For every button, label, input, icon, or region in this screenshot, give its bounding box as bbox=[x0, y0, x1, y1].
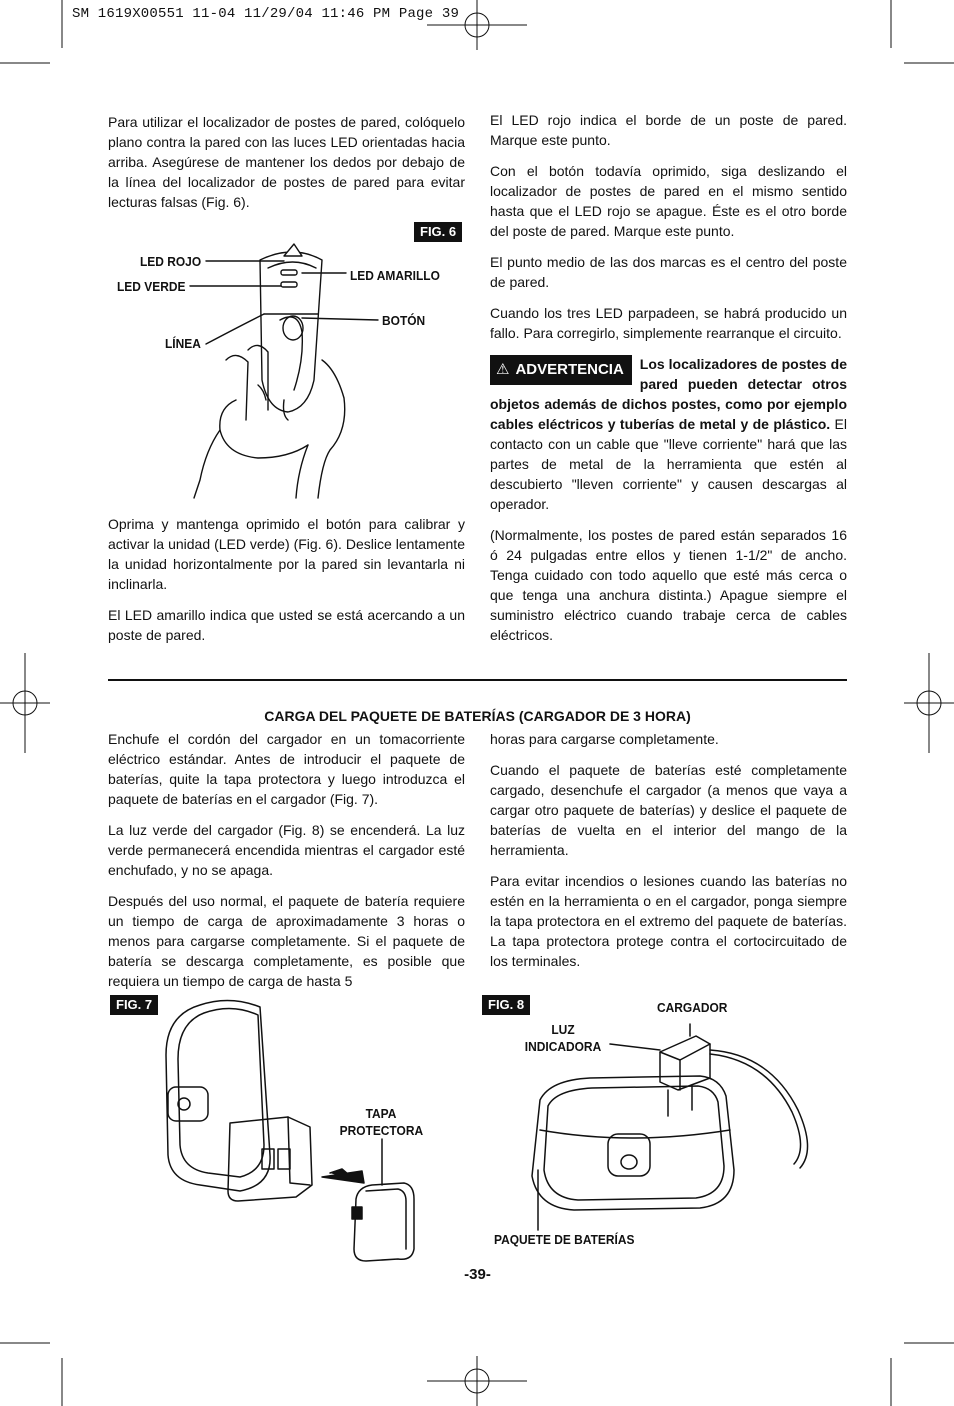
paragraph: Cuando el paquete de baterías esté completamente cargado, desenchufe el cargador (a menos que vaya a cargar otro paquete de baterías) y deslice el paquete de baterías de vuelta en el interior del mango de la herramienta. bbox=[490, 762, 847, 858]
paragraph: Para evitar incendios o lesiones cuando las baterías no estén en la herramienta o en el cargador, ponga siempre la tapa protectora en el extremo del paquete de baterías. La tapa protectora protege contra el cortocircuitado de los terminales. bbox=[490, 873, 847, 969]
warning-label: ADVERTENCIA bbox=[515, 361, 624, 378]
warning-badge bbox=[490, 355, 632, 385]
paragraph: horas para cargarse completamente. bbox=[490, 731, 719, 747]
paragraph: La luz verde del cargador (Fig. 8) se encenderá. La luz verde permanecerá encendida mientras el cargador esté enchufado, y no se apaga. bbox=[108, 822, 465, 878]
label-led-verde: LED VERDE bbox=[117, 279, 186, 294]
paragraph: El LED amarillo indica que usted se está acercando a un poste de pared. bbox=[108, 607, 465, 643]
page-number: -39- bbox=[464, 1266, 491, 1283]
top-left-column-lower bbox=[108, 514, 465, 656]
warning-text: El contacto con un cable que "lleve corriente" hará que las partes de metal de la herramienta que estén al descubierto "lleven corriente" y causen descargas al operador. bbox=[490, 416, 847, 512]
top-left-column bbox=[108, 112, 465, 223]
label-luz: LUZ bbox=[551, 1022, 575, 1037]
section-left-column bbox=[108, 729, 465, 1002]
label-protectora: PROTECTORA bbox=[339, 1123, 424, 1138]
section-right-column bbox=[490, 729, 847, 982]
label-tapa: TAPA bbox=[365, 1106, 397, 1121]
paragraph: Enchufe el cordón del cargador en un tomacorriente eléctrico estándar. Antes de introducir el paquete de baterías, quite la tapa protectora y luego introduzca el paquete de baterías en el cargador (Fig. 7). bbox=[108, 731, 465, 807]
print-slug: SM 1619X00551 11-04 11/29/04 11:46 PM Page 39 bbox=[72, 6, 460, 22]
paragraph: Oprima y mantenga oprimido el botón para calibrar y activar la unidad (LED verde) (Fig. 6). Deslice lentamente la unidad horizontalmente por la pared sin levantarla ni inclinarla. bbox=[108, 516, 465, 592]
warning-bold-text: Los localizadores de postes de pared pueden detectar otros objetos además de dichos postes, como por ejemplo cables eléctricos y tuberías de metal y de plástico. bbox=[490, 356, 847, 432]
section-heading: CARGA DEL PAQUETE DE BATERÍAS (CARGADOR DE 3 HORA) bbox=[264, 708, 691, 724]
paragraph: Después del uso normal, el paquete de batería requiere un tiempo de carga de aproximadamente 3 horas o menos para cargarse completamente. Si el paquete de batería se descarga completamente, es posible que requiera un tiempo de carga de hasta 5 bbox=[108, 893, 465, 989]
fig8-tag: FIG. 8 bbox=[482, 995, 530, 1015]
paragraph: Con el botón todavía oprimido, siga deslizando el localizador de postes de pared en el mismo sentido hasta que el LED rojo se apague. Éste es el otro borde del poste de pared. Marque este punto. bbox=[490, 163, 847, 239]
label-boton: BOTÓN bbox=[382, 313, 426, 328]
warning-paragraph bbox=[490, 354, 847, 514]
fig6-tag: FIG. 6 bbox=[414, 222, 462, 242]
paragraph: El punto medio de las dos marcas es el centro del poste de pared. bbox=[490, 254, 847, 290]
label-linea: LÍNEA bbox=[165, 336, 201, 351]
fig8-illustration bbox=[520, 1020, 860, 1260]
paragraph: Cuando los tres LED parpadeen, se habrá producido un fallo. Para corregirlo, simplemente rearranque el circuito. bbox=[490, 305, 847, 341]
fig7-tag: FIG. 7 bbox=[110, 995, 158, 1015]
label-paquete: PAQUETE DE BATERÍAS bbox=[494, 1232, 635, 1247]
fig7-illustration bbox=[160, 995, 480, 1285]
paragraph: (Normalmente, los postes de pared están separados 16 ó 24 pulgadas entre ellos y tienen 1-1/2" de ancho. Tenga cuidado con todo aquello que esté más cerca o que tenga una anchura distinta.) Apague siempre el suministro eléctrico cuando trabaje cerca de cables eléctricos. bbox=[490, 527, 847, 643]
top-right-column bbox=[490, 110, 847, 656]
warning-triangle-icon: ⚠ bbox=[496, 361, 510, 378]
label-indicadora: INDICADORA bbox=[524, 1039, 602, 1054]
label-cargador: CARGADOR bbox=[657, 1000, 728, 1015]
label-led-rojo: LED ROJO bbox=[140, 254, 202, 269]
paragraph: El LED rojo indica el borde de un poste de pared. Marque este punto. bbox=[490, 112, 847, 148]
section-divider bbox=[108, 679, 847, 681]
paragraph: Para utilizar el localizador de postes de pared, colóquelo plano contra la pared con las luces LED orientadas hacia arriba. Asegúrese de mantener los dedos por debajo de la línea del localizador de postes de pared para evitar lecturas falsas (Fig. 6). bbox=[108, 114, 465, 210]
label-led-amarillo: LED AMARILLO bbox=[350, 268, 440, 283]
